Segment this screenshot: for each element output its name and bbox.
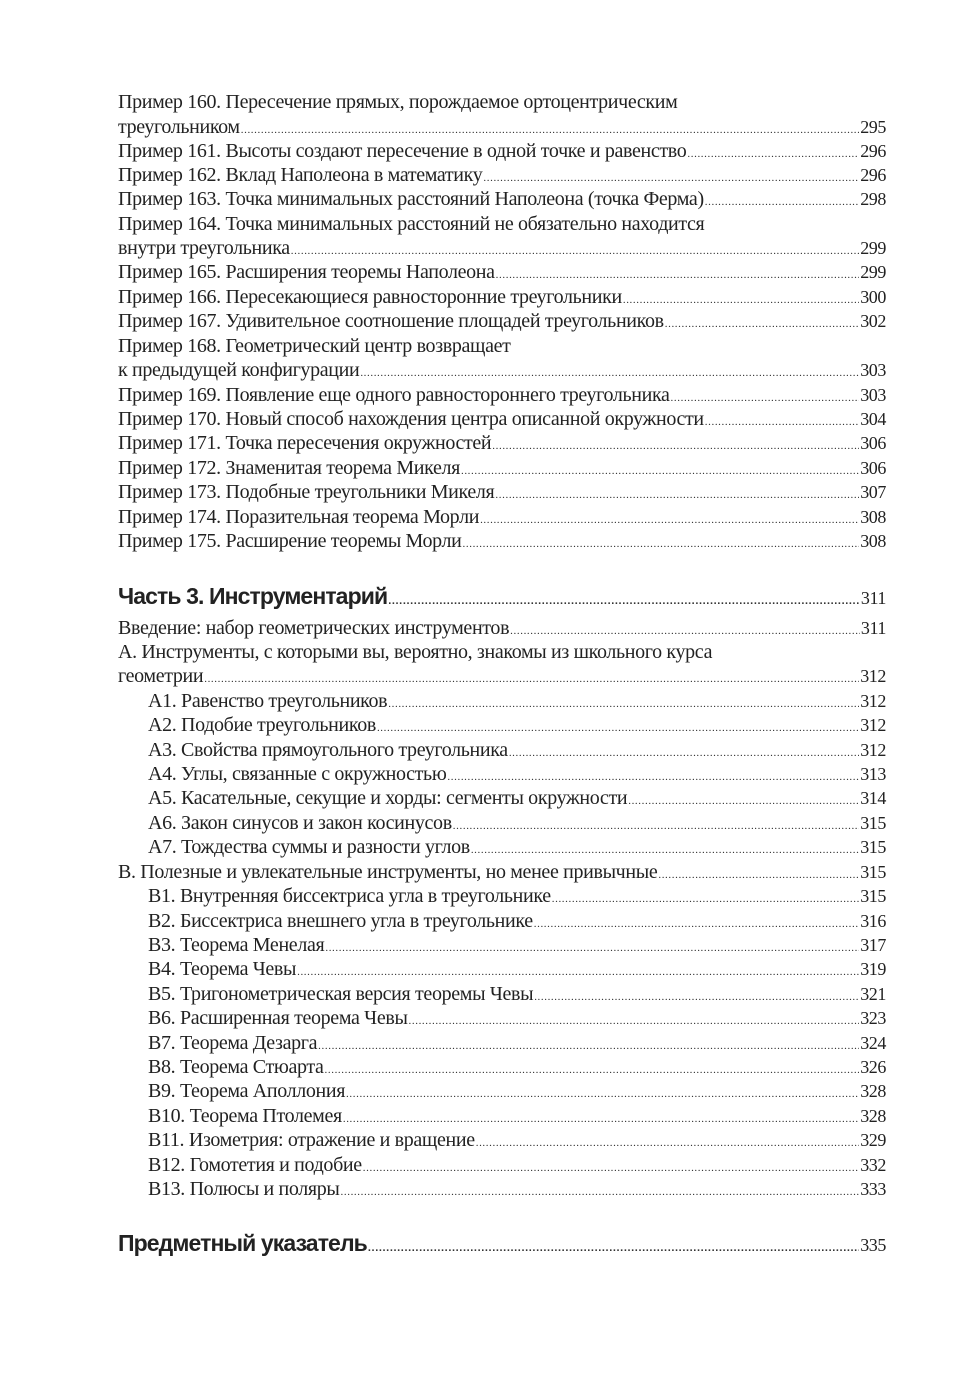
toc-entry-title: геометрии: [118, 665, 204, 687]
toc-entry[interactable]: [118, 689, 886, 713]
toc-entry-title: Пример 169. Появление еще одного равностороннего треугольника: [118, 384, 670, 406]
toc-entry[interactable]: [118, 236, 886, 260]
toc-entry[interactable]: [118, 713, 886, 737]
toc-entry-title: Пример 173. Подобные треугольники Микеля: [118, 481, 495, 503]
toc-entry-page: 333: [860, 1179, 886, 1199]
toc-entry-title: Пример 170. Новый способ нахождения центра описанной окружности: [118, 408, 704, 430]
leader-dots: [360, 361, 859, 385]
toc-entry[interactable]: [118, 1006, 886, 1030]
leader-dots: [476, 1131, 859, 1155]
toc-entry[interactable]: [118, 1055, 886, 1079]
toc-entry[interactable]: [118, 1079, 886, 1103]
toc-entry-title: A7. Тождества суммы и разности углов: [148, 836, 470, 858]
toc-entry[interactable]: [118, 933, 886, 957]
toc-entry-page: 296: [860, 141, 886, 161]
toc-entry[interactable]: [118, 1128, 886, 1152]
toc-entry-title: A3. Свойства прямоугольного треугольника: [148, 739, 508, 761]
toc-entry[interactable]: [118, 163, 886, 187]
toc-entry[interactable]: [118, 309, 886, 333]
leader-dots: [409, 1009, 860, 1033]
toc-entry[interactable]: [118, 383, 886, 407]
toc-entry-page: 313: [860, 764, 886, 784]
toc-entry-title: Пример 166. Пересекающиеся равносторонние треугольники: [118, 286, 622, 308]
toc-entry-title: B4. Теорема Чевы: [148, 958, 297, 980]
toc-entry-page: 299: [860, 238, 886, 258]
toc-entry-page: 300: [860, 287, 886, 307]
leader-dots: [297, 960, 859, 984]
toc-entry[interactable]: [118, 762, 886, 786]
toc-entry-title: Пример 160. Пересечение прямых, порождаемое ортоцентрическим: [118, 91, 678, 113]
toc-entry[interactable]: [118, 664, 886, 688]
toc-entry-page: 303: [860, 385, 886, 405]
toc-entry-page: 304: [860, 409, 886, 429]
toc-entry-title: Пример 161. Высоты создают пересечение в одной точке и равенство: [118, 140, 687, 162]
toc-part-heading[interactable]: [118, 581, 886, 611]
toc-entry-page: 299: [860, 262, 886, 282]
toc-entry[interactable]: [118, 480, 886, 504]
toc-entry-page: 312: [860, 666, 886, 686]
toc-entry-page: 312: [860, 740, 886, 760]
toc-entry-page: 335: [860, 1235, 886, 1255]
leader-dots: [492, 434, 859, 458]
toc-entry-page: 308: [860, 507, 886, 527]
toc-entry-page: 312: [860, 715, 886, 735]
toc-entry[interactable]: [118, 334, 886, 358]
toc-entry-page: 329: [860, 1130, 886, 1150]
leader-dots: [204, 667, 859, 691]
toc-entry[interactable]: [118, 957, 886, 981]
leader-dots: [471, 838, 859, 862]
toc-entry-title: B10. Теорема Птолемея: [148, 1105, 342, 1127]
leader-dots: [552, 887, 859, 911]
toc-entry-page: 306: [860, 458, 886, 478]
toc-entry-title: A2. Подобие треугольников: [148, 714, 376, 736]
toc-entry-page: 295: [860, 117, 886, 137]
toc-entry[interactable]: [118, 909, 886, 933]
toc-entry-page: 298: [860, 189, 886, 209]
toc-entry[interactable]: [118, 285, 886, 309]
toc-entry-page: 315: [860, 813, 886, 833]
toc-entry-page: 323: [860, 1008, 886, 1028]
toc-entry-page: 306: [860, 433, 886, 453]
toc-entry-title: B9. Теорема Аполлония: [148, 1080, 346, 1102]
leader-dots: [368, 1233, 859, 1263]
toc-entry[interactable]: [118, 456, 886, 480]
leader-dots: [665, 312, 859, 336]
leader-dots: [628, 789, 859, 813]
toc-entry[interactable]: [118, 212, 886, 236]
toc-entry-page: 316: [860, 911, 886, 931]
toc-entry-page: 328: [860, 1081, 886, 1101]
leader-dots: [495, 483, 859, 507]
toc-entry-title: A6. Закон синусов и закон косинусов: [148, 812, 452, 834]
leader-dots: [705, 190, 859, 214]
toc-entry[interactable]: [118, 1153, 886, 1177]
toc-entry[interactable]: [118, 1177, 886, 1201]
toc-entry-page: 324: [860, 1033, 886, 1053]
toc-part-heading[interactable]: [118, 1228, 886, 1258]
toc-entry-title: B13. Полюсы и поляры: [148, 1178, 340, 1200]
leader-dots: [346, 1082, 859, 1106]
toc-entry-title: B3. Теорема Менелая: [148, 934, 325, 956]
toc-entry-title: Пример 162. Вклад Наполеона в математику: [118, 164, 483, 186]
toc-entry[interactable]: [118, 358, 886, 382]
toc-entry-page: 307: [860, 482, 886, 502]
toc-entry-title: Предметный указатель: [118, 1230, 367, 1256]
toc-entry-page: 328: [860, 1106, 886, 1126]
toc-entry-page: 315: [860, 862, 886, 882]
toc-entry-page: 311: [860, 588, 886, 608]
toc-entry-title: B5. Тригонометрическая версия теоремы Чевы: [148, 983, 534, 1005]
toc-entry[interactable]: [118, 640, 886, 664]
toc-entry-page: 332: [860, 1155, 886, 1175]
toc-entry-title: к предыдущей конфигурации: [118, 359, 360, 381]
toc-entry-title: Пример 168. Геометрический центр возвращает: [118, 335, 511, 357]
toc-entry[interactable]: [118, 505, 886, 529]
toc-entry[interactable]: [118, 90, 886, 114]
toc-entry-title: треугольником: [118, 116, 240, 138]
toc-entry-title: Пример 167. Удивительное соотношение площадей треугольников: [118, 310, 664, 332]
toc-entry[interactable]: [118, 431, 886, 455]
toc-entry-title: B2. Биссектриса внешнего угла в треугольнике: [148, 910, 533, 932]
toc-entry-page: 315: [860, 886, 886, 906]
toc-entry-title: A5. Касательные, секущие и хорды: сегменты окружности: [148, 787, 628, 809]
toc-entry[interactable]: [118, 529, 886, 553]
toc-entry[interactable]: [118, 860, 886, 884]
toc-entry[interactable]: [118, 811, 886, 835]
toc-entry[interactable]: [118, 884, 886, 908]
toc-entry-page: 326: [860, 1057, 886, 1077]
toc-entry-title: Введение: набор геометрических инструментов: [118, 617, 510, 639]
toc-entry-page: 296: [860, 165, 886, 185]
toc-entry-title: B. Полезные и увлекательные инструменты, но менее привычные: [118, 861, 658, 883]
toc-entry[interactable]: [118, 1031, 886, 1055]
toc-entry[interactable]: [118, 139, 886, 163]
toc-entry-title: A1. Равенство треугольников: [148, 690, 388, 712]
toc-entry-page: 317: [860, 935, 886, 955]
toc-entry-page: 319: [860, 959, 886, 979]
toc-entry-title: Пример 172. Знаменитая теорема Микеля: [118, 457, 460, 479]
toc-entry-page: 303: [860, 360, 886, 380]
toc-entry-title: B1. Внутренняя биссектриса угла в треугольнике: [148, 885, 551, 907]
toc-entry-title: Часть 3. Инструментарий: [118, 583, 388, 609]
toc-entry[interactable]: [118, 616, 886, 640]
leader-dots: [388, 586, 860, 616]
toc-entry-title: B11. Изометрия: отражение и вращение: [148, 1129, 475, 1151]
toc-entry[interactable]: [118, 738, 886, 762]
toc-entry[interactable]: [118, 786, 886, 810]
leader-dots: [341, 1180, 860, 1204]
toc-entry-page: 308: [860, 531, 886, 551]
toc-entry[interactable]: [118, 835, 886, 859]
toc-entry[interactable]: [118, 407, 886, 431]
toc-entry-title: внутри треугольника: [118, 237, 290, 259]
toc-entry-title: Пример 165. Расширения теоремы Наполеона: [118, 261, 495, 283]
toc-entry[interactable]: [118, 982, 886, 1006]
toc-entry-title: Пример 175. Расширение теоремы Морли: [118, 530, 462, 552]
toc-entry-page: 314: [860, 788, 886, 808]
toc-entry[interactable]: [118, 1104, 886, 1128]
toc-entry-page: 321: [860, 984, 886, 1004]
toc-entry-page: 302: [860, 311, 886, 331]
toc-entry-title: A. Инструменты, с которыми вы, вероятно, знакомы из школьного курса: [118, 641, 713, 663]
leader-dots: [496, 263, 860, 287]
toc-entry-title: B12. Гомотетия и подобие: [148, 1154, 362, 1176]
leader-dots: [463, 532, 860, 556]
toc-entry-title: B8. Теорема Стюарта: [148, 1056, 324, 1078]
toc-entry-title: A4. Углы, связанные с окружностью: [148, 763, 447, 785]
toc-entry[interactable]: [118, 115, 886, 139]
toc-entry-page: 311: [860, 618, 886, 638]
toc-entry-title: Пример 163. Точка минимальных расстояний Наполеона (точка Ферма): [118, 188, 704, 210]
leader-dots: [377, 716, 859, 740]
toc-entry[interactable]: [118, 260, 886, 284]
toc-entry-title: B7. Теорема Дезарга: [148, 1032, 318, 1054]
toc-entry-title: B6. Расширенная теорема Чевы: [148, 1007, 408, 1029]
toc-entry[interactable]: [118, 187, 886, 211]
toc-entry-page: 312: [860, 691, 886, 711]
toc-entry-page: 315: [860, 837, 886, 857]
toc-entry-title: Пример 171. Точка пересечения окружностей: [118, 432, 492, 454]
toc-entry-title: Пример 164. Точка минимальных расстояний не обязательно находится: [118, 213, 705, 235]
toc-entry-title: Пример 174. Поразительная теорема Морли: [118, 506, 480, 528]
